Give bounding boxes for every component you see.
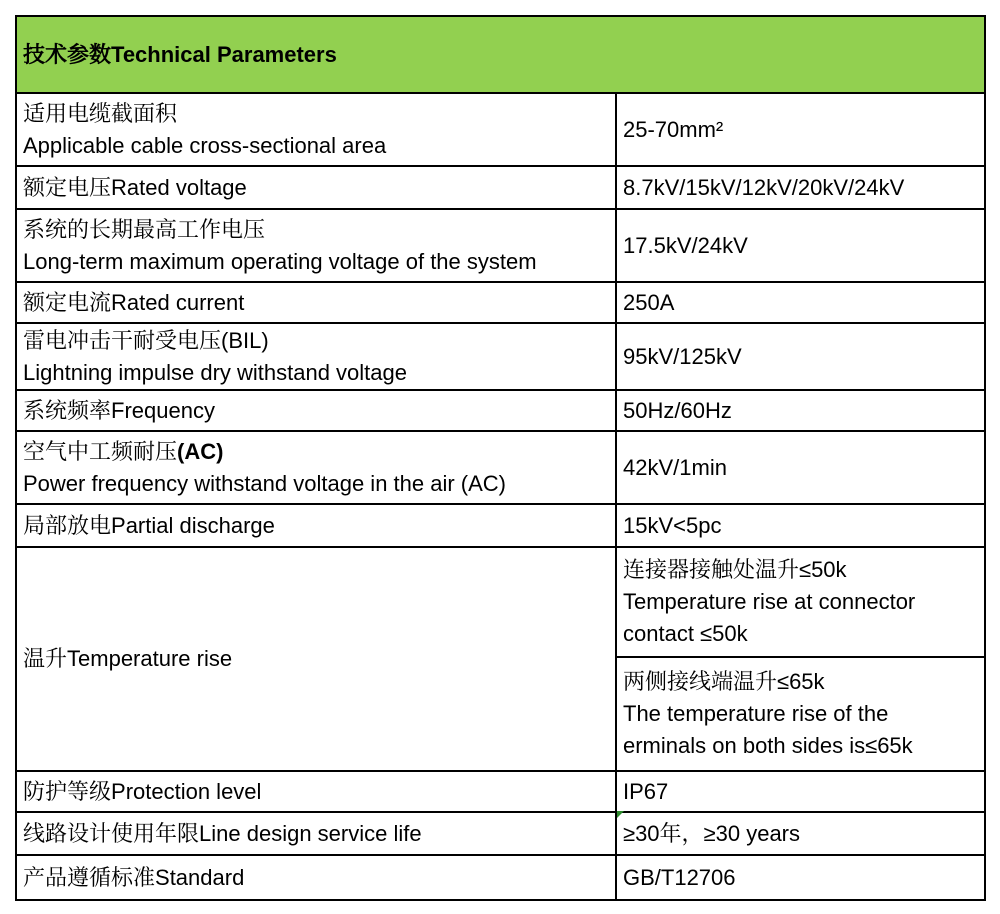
param-label-zh: 线路设计使用年限 <box>23 820 200 846</box>
param-label-en: Standard <box>155 864 245 890</box>
param-value-zh: 连接器接触处温升≤50k <box>623 557 847 582</box>
table-row <box>16 812 985 855</box>
param-label <box>16 390 616 431</box>
table-row <box>16 547 985 657</box>
table-row <box>16 771 985 812</box>
param-value-zh: 两侧接线端温升≤65k <box>623 669 825 694</box>
param-label-zh: 局部放电 <box>23 512 112 538</box>
param-label-en: Lightning impulse dry withstand voltage <box>23 359 408 385</box>
param-label <box>16 855 616 900</box>
param-label-zh: 额定电压 <box>23 174 112 200</box>
param-label <box>16 323 616 390</box>
table-title-en: Technical Parameters <box>111 41 337 67</box>
param-label-zh: 额定电流 <box>23 289 112 315</box>
param-label-zh <box>23 436 609 468</box>
param-value-en: Temperature rise at connector <box>623 589 916 614</box>
param-label <box>16 282 616 323</box>
param-value: 25-70mm² <box>616 93 985 166</box>
table-title <box>16 16 985 93</box>
param-label-zh: 系统频率 <box>23 397 112 423</box>
param-label-en: Temperature rise <box>67 646 233 671</box>
param-label-zh-text: 空气中工频耐压 <box>23 438 178 464</box>
param-label-en: Applicable cable cross-sectional area <box>23 132 387 158</box>
table-row <box>16 282 985 323</box>
cell-comment-marker <box>617 811 624 818</box>
technical-parameters-table <box>15 15 986 901</box>
param-value-en: The temperature rise of the <box>623 701 889 726</box>
table-row <box>16 166 985 209</box>
table-title-zh: 技术参数 <box>23 41 112 67</box>
param-label-zh-bold: (AC) <box>177 438 224 464</box>
param-value-connector <box>616 547 985 657</box>
param-label-en: Rated voltage <box>111 174 247 200</box>
param-label <box>16 547 616 771</box>
param-value: 17.5kV/24kV <box>616 209 985 282</box>
param-label-zh: 适用电缆截面积 <box>23 100 178 126</box>
table-header-row <box>16 16 985 93</box>
param-value: 50Hz/60Hz <box>616 390 985 431</box>
table-row <box>16 209 985 282</box>
table-row <box>16 323 985 390</box>
param-value: 8.7kV/15kV/12kV/20kV/24kV <box>616 166 985 209</box>
param-label <box>16 166 616 209</box>
param-label-en: Rated current <box>111 289 245 315</box>
table-row <box>16 390 985 431</box>
table-row <box>16 93 985 166</box>
param-label-zh: 产品遵循标准 <box>23 864 156 890</box>
param-label-en: Long-term maximum operating voltage of the system <box>23 248 537 274</box>
param-label-en: Partial discharge <box>111 512 275 538</box>
param-value: 250A <box>616 282 985 323</box>
param-label-en: Protection level <box>111 778 262 804</box>
param-value: ≥30年，≥30 years <box>616 812 985 855</box>
param-value: 95kV/125kV <box>616 323 985 390</box>
param-label <box>16 93 616 166</box>
param-label <box>16 771 616 812</box>
param-label <box>16 812 616 855</box>
param-label-zh: 雷电冲击干耐受电压(BIL) <box>23 327 269 353</box>
table-row <box>16 855 985 900</box>
param-value: 42kV/1min <box>616 431 985 504</box>
param-value: GB/T12706 <box>616 855 985 900</box>
param-label-zh: 系统的长期最高工作电压 <box>23 216 266 242</box>
param-label-en: Line design service life <box>199 820 422 846</box>
param-value-en: contact ≤50k <box>623 621 748 646</box>
param-label-en: Power frequency withstand voltage in the air (AC) <box>23 470 507 496</box>
table-row <box>16 431 985 504</box>
param-label-en: Frequency <box>111 397 215 423</box>
param-label-zh: 温升 <box>23 646 68 671</box>
param-value-en: erminals on both sides is≤65k <box>623 733 913 758</box>
param-value-terminals <box>616 657 985 771</box>
param-label <box>16 504 616 547</box>
param-label <box>16 209 616 282</box>
param-value: IP67 <box>616 771 985 812</box>
table-row <box>16 504 985 547</box>
param-label-zh: 防护等级 <box>23 778 112 804</box>
param-label <box>16 431 616 504</box>
param-value: 15kV<5pc <box>616 504 985 547</box>
